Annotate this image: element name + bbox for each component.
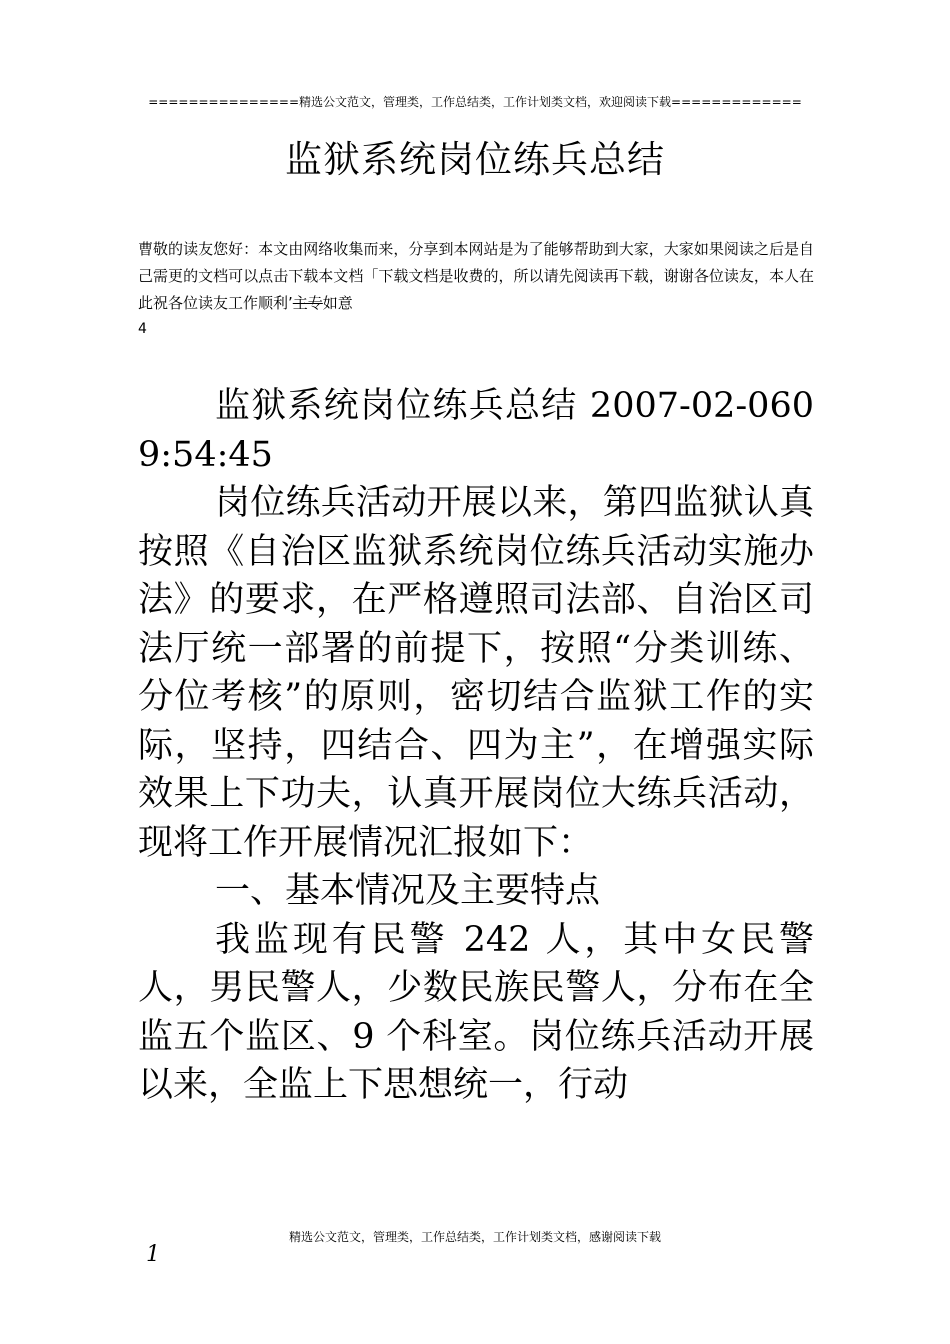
body-paragraph: 我监现有民警 242 人，其中女民警人，男民警人，少数民族民警人，分布在全监五个监区、9 个科室。岗位练兵活动开展以来，全监上下思想统一，行动 <box>138 919 814 1105</box>
notice-strikethrough-text: 主专 <box>292 294 323 312</box>
notice-trailing-mark: 4 <box>138 321 147 337</box>
notice-text: 曹敬的读友您好：本文由网络收集而来，分享到本网站是为了能够帮助到大家，大家如果阅读之后是自己需更的文档可以点击下载本文档「下载文档是收费的，所以请先阅读再下载，谢谢各位读友，本人在此祝各位读友工作顺利’ <box>138 240 814 312</box>
notice-tail: 如意 <box>322 294 353 312</box>
section-heading: 一、基本情况及主要特点 <box>215 871 601 911</box>
footer-banner: 精选公文范文，管理类，工作总结类，工作计划类文档，感谢阅读下载 <box>288 1230 661 1244</box>
body-paragraph: 岗位练兵活动开展以来，第四监狱认真按照《自治区监狱系统岗位练兵活动实施办法》的要求，在严格遵照司法部、自治区司法厅统一部署的前提下，按照“分类训练、分位考核”的原则，密切结合监狱工作的实际，坚持，四结合、四为主”，在增强实际效果上下功夫，认真开展岗位大练兵活动，现将工作开展情况汇报如下： <box>138 483 814 863</box>
notice-line <box>138 236 814 317</box>
header-banner: ===============精选公文范文，管理类，工作总结类，工作计划类文档，欢迎阅读下载============= <box>148 95 802 109</box>
body-paragraph-heading: 监狱系统岗位练兵总结 2007-02-060 9:54:45 <box>138 386 814 475</box>
document-title: 监狱系统岗位练兵总结 <box>285 138 665 181</box>
download-notice <box>138 236 814 341</box>
page-number: 1 <box>146 1242 160 1267</box>
document-body <box>138 382 814 1110</box>
